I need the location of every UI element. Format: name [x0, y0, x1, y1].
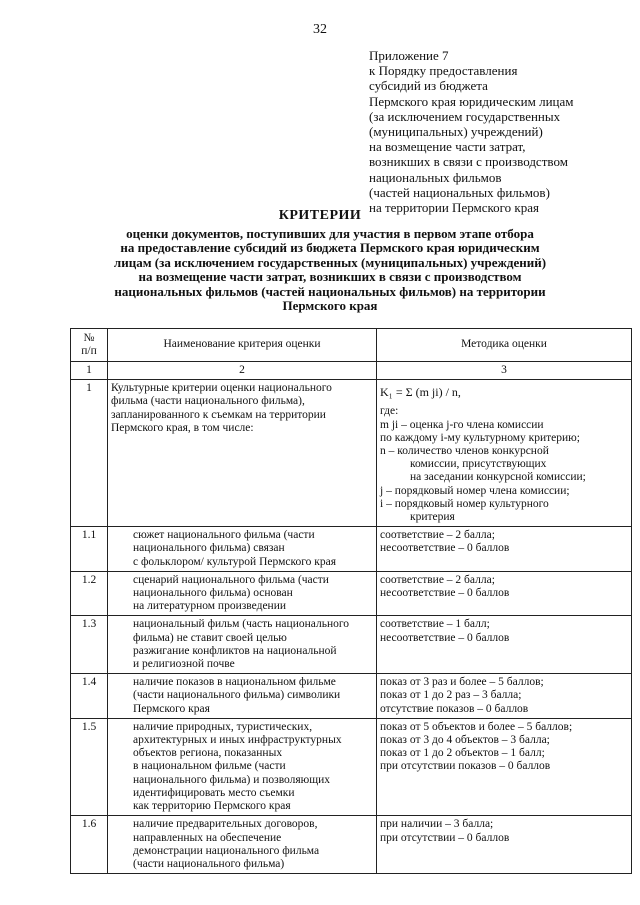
method-line: несоответствие – 0 баллов — [380, 587, 510, 600]
appendix-line: на возмещение части затрат, — [369, 139, 526, 155]
method-line: показ от 3 раз и более – 5 баллов; — [380, 676, 544, 689]
method-line: критерия — [410, 511, 455, 524]
appendix-line: Пермского края юридическим лицам — [369, 93, 574, 109]
index-cell-3: 3 — [377, 362, 632, 380]
appendix-line: (за исключением государственных — [369, 108, 561, 124]
method-line: по каждому i-му культурному критерию; — [380, 431, 580, 444]
criterion-name — [108, 527, 377, 572]
criterion-line: запланированного к съемкам на территории — [111, 408, 326, 421]
appendix-line: на территории Пермского края — [369, 200, 539, 216]
index-cell-2: 2 — [108, 362, 377, 380]
criterion-line: наличие природных, туристических, — [133, 720, 313, 733]
table-row — [71, 616, 632, 674]
method-line: показ от 1 до 2 раз – 3 балла; — [380, 689, 522, 702]
table-row — [71, 674, 632, 719]
table-index-row — [71, 362, 632, 380]
criterion-line: национального фильма) и позволяющих — [133, 773, 331, 786]
header-number: № п/п — [71, 329, 108, 362]
row-number: 1 — [71, 380, 108, 527]
criterion-name — [108, 816, 377, 874]
criterion-line: национальный фильм (часть национального — [133, 618, 350, 631]
appendix-line: (муниципальных) учреждений) — [369, 124, 543, 140]
document-title: КРИТЕРИИ — [278, 208, 362, 223]
subtitle-line: лицам (за исключением государственных (муниципальных) учреждений) — [113, 254, 547, 270]
evaluation-method — [377, 816, 632, 874]
method-formula: K₁ = Σ (m ji) / n, — [380, 385, 461, 400]
criterion-line: наличие предварительных договоров, — [133, 818, 318, 831]
method-line: соответствие – 2 балла; — [380, 573, 495, 586]
criterion-line: Культурные критерии оценки национального — [111, 382, 332, 395]
table-row — [71, 571, 632, 616]
method-line: при отсутствии – 0 баллов — [380, 831, 510, 844]
criterion-line: сюжет национального фильма (части — [133, 529, 315, 542]
criterion-line: объектов региона, показанных — [133, 747, 283, 760]
subtitle-line: национальных фильмов (частей национальных фильмов) на территории — [114, 283, 546, 299]
index-cell-1: 1 — [71, 362, 108, 380]
evaluation-method — [377, 380, 632, 527]
criterion-line: как территорию Пермского края — [133, 800, 291, 813]
criterion-line: Пермского края, в том числе: — [111, 421, 254, 434]
subtitle-line: Пермского края — [282, 298, 378, 314]
criterion-line: наличие показов в национальном фильме — [133, 676, 336, 689]
method-line: отсутствие показов – 0 баллов — [380, 702, 529, 715]
criterion-line: (части национального фильма) — [133, 857, 285, 870]
page-number: 32 — [313, 22, 327, 37]
criterion-line: с фольклором/ культурой Пермского края — [133, 555, 336, 568]
method-line: i – порядковый номер культурного — [380, 497, 549, 510]
appendix-line: к Порядку предоставления — [369, 63, 518, 79]
row-number: 1.1 — [71, 527, 108, 572]
criterion-line: (части национального фильма) символики — [133, 689, 341, 702]
method-line: n – количество членов конкурсной — [380, 445, 549, 458]
criterion-line: разжигание конфликтов на национальной — [133, 644, 337, 657]
table-row — [71, 718, 632, 815]
appendix-line: (частей национальных фильмов) — [369, 184, 550, 200]
criterion-line: на литературном произведении — [133, 600, 287, 613]
criterion-line: национального фильма) связан — [133, 542, 285, 555]
criterion-name — [108, 718, 377, 815]
criterion-line: фильма) не ставит своей целью — [133, 631, 287, 644]
criterion-line: фильма (части национального фильма), — [111, 395, 305, 408]
appendix-line: Приложение 7 — [369, 48, 449, 63]
criterion-line: национального фильма) основан — [133, 587, 293, 600]
criterion-name — [108, 571, 377, 616]
header-method: Методика оценки — [377, 329, 632, 362]
method-line: несоответствие – 0 баллов — [380, 631, 510, 644]
criterion-name — [108, 616, 377, 674]
criterion-line: идентифицировать место съемки — [133, 786, 295, 799]
subtitle-line: на предоставление субсидий из бюджета Пермского края юридическим — [120, 240, 540, 256]
row-number: 1.6 — [71, 816, 108, 874]
method-line: соответствие – 2 балла; — [380, 529, 495, 542]
header-criterion-name: Наименование критерия оценки — [108, 329, 377, 362]
criterion-line: и религиозной почве — [133, 658, 235, 671]
method-line: j – порядковый номер члена комиссии; — [380, 484, 570, 497]
criterion-line: архитектурных и иных инфраструктурных — [133, 734, 342, 747]
evaluation-method — [377, 616, 632, 674]
criterion-line: направленных на обеспечение — [133, 831, 282, 844]
table-row — [71, 380, 632, 527]
criterion-line: сценарий национального фильма (части — [133, 573, 329, 586]
subtitle-line: оценки документов, поступивших для участия в первом этапе отбора — [126, 226, 534, 241]
table-body — [71, 380, 632, 874]
method-line: где: — [380, 405, 399, 418]
evaluation-method — [377, 718, 632, 815]
table-header-row — [71, 329, 632, 362]
method-line: при отсутствии показов – 0 баллов — [380, 760, 551, 773]
criterion-name — [108, 674, 377, 719]
row-number: 1.2 — [71, 571, 108, 616]
method-line: соответствие – 1 балл; — [380, 618, 490, 631]
table-row — [71, 816, 632, 874]
appendix-line: национальных фильмов — [369, 169, 502, 185]
subtitle-line: на возмещение части затрат, возникших в связи с производством — [138, 269, 522, 285]
method-line: показ от 1 до 2 объектов – 1 балл; — [380, 747, 545, 760]
evaluation-method — [377, 571, 632, 616]
method-line: показ от 3 до 4 объектов – 3 балла; — [380, 734, 550, 747]
appendix-line: субсидий из бюджета — [369, 78, 488, 94]
criterion-line: демонстрации национального фильма — [133, 844, 320, 857]
method-line: при наличии – 3 балла; — [380, 818, 494, 831]
evaluation-method — [377, 674, 632, 719]
appendix-line: возникших в связи с производством — [369, 154, 568, 170]
evaluation-method — [377, 527, 632, 572]
method-line: комиссии, присутствующих — [410, 458, 547, 471]
table-row — [71, 527, 632, 572]
method-line: несоответствие – 0 баллов — [380, 542, 510, 555]
row-number: 1.3 — [71, 616, 108, 674]
row-number: 1.4 — [71, 674, 108, 719]
row-number: 1.5 — [71, 718, 108, 815]
criteria-table — [70, 328, 632, 874]
document-subtitle — [70, 227, 590, 313]
method-line: m ji – оценка j-го члена комиссии — [380, 418, 544, 431]
method-line: на заседании конкурсной комиссии; — [410, 471, 586, 484]
appendix-header — [369, 48, 619, 215]
criterion-name — [108, 380, 377, 527]
criterion-line: Пермского края — [133, 702, 210, 715]
method-line: показ от 5 объектов и более – 5 баллов; — [380, 720, 573, 733]
criterion-line: в национальном фильме (части — [133, 760, 286, 773]
